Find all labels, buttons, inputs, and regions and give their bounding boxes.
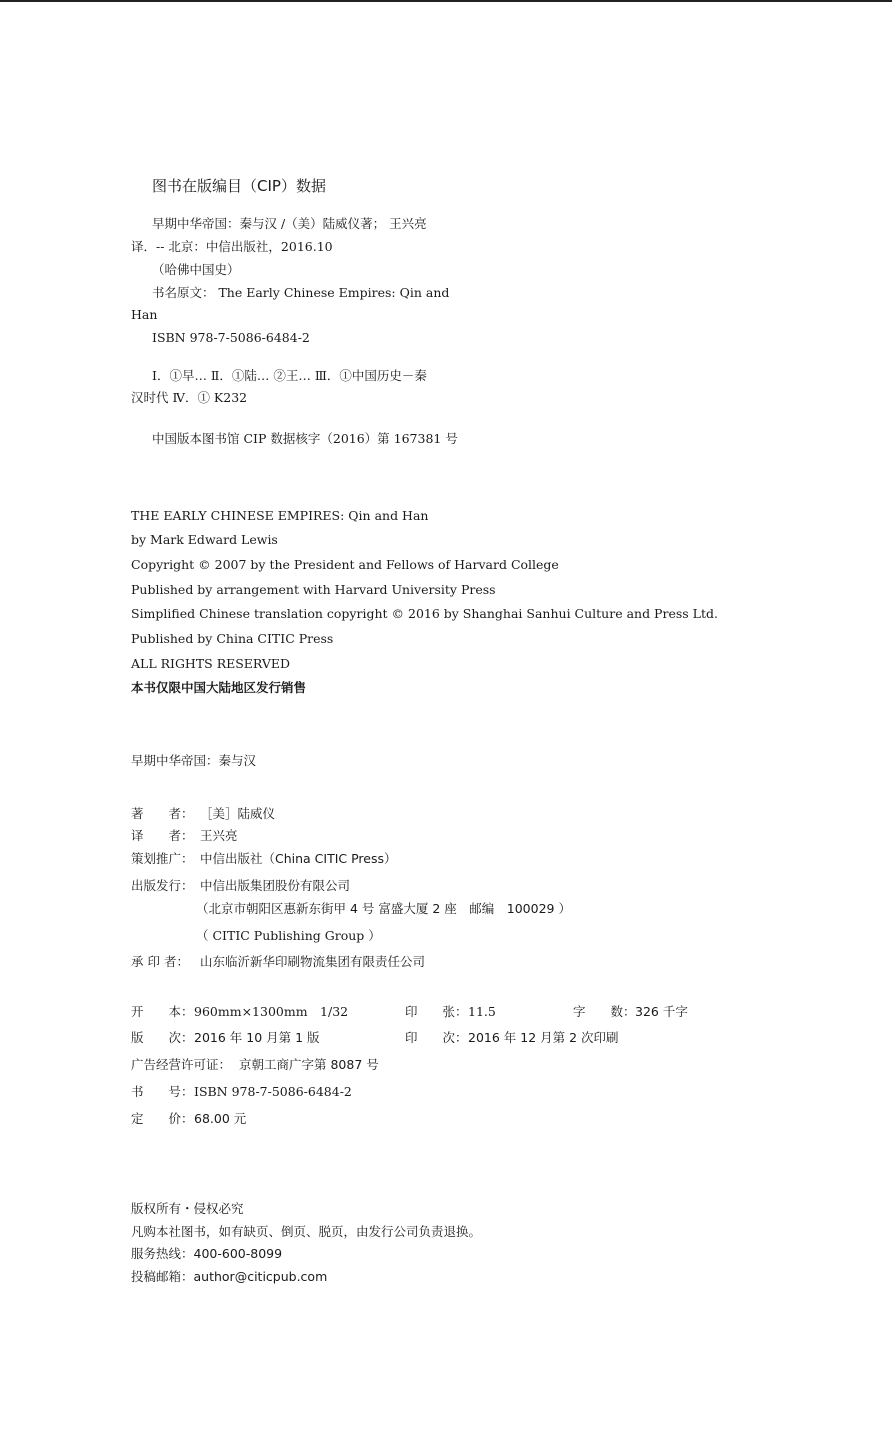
cip-line: 书名原文： The Early Chinese Empires: Qin and	[152, 285, 450, 300]
english-author: by Mark Edward Lewis	[131, 532, 278, 547]
cip-line: 译．-- 北京：中信出版社，2016.10	[131, 239, 333, 254]
words-label: 字 数：	[573, 1004, 636, 1019]
service-hotline: 服务热线：400-600-8099	[131, 1246, 283, 1261]
top-border-line	[0, 0, 892, 2]
ad-license-value: 京朝工商广字第 8087 号	[239, 1057, 379, 1072]
price-value: 68.00 元	[194, 1111, 247, 1126]
author-value: ［美］陆威仪	[200, 806, 276, 821]
format-label: 开 本：	[131, 1004, 194, 1019]
rights-notice: 版权所有・侵权必究	[131, 1201, 244, 1216]
publisher-address: （北京市朝阳区惠新东街甲 4 号 富盛大厦 2 座 邮编 100029 ）	[196, 901, 571, 916]
publisher-label: 出版发行：	[131, 878, 194, 893]
arrangement-line: Published by arrangement with Harvard University Press	[131, 582, 496, 597]
sheets-label: 印 张：	[405, 1004, 468, 1019]
cip-line: ISBN 978-7-5086-6484-2	[152, 330, 310, 345]
cip-line: Ⅰ．①早… Ⅱ．①陆… ②王… Ⅲ．①中国历史－秦	[152, 368, 427, 383]
copyright-line: Copyright © 2007 by the President and Fellows of Harvard College	[131, 557, 559, 572]
sheets-value: 11.5	[468, 1004, 496, 1019]
publisher-line: Published by China CITIC Press	[131, 631, 334, 646]
format-value: 960mm×1300mm 1/32	[194, 1004, 349, 1019]
words-value: 326 千字	[635, 1004, 688, 1019]
printing-label: 印 次：	[405, 1030, 468, 1045]
translation-copyright-line: Simplified Chinese translation copyright © 2016 by Shanghai Sanhui Culture and Press Ltd.	[131, 606, 718, 621]
cip-line: （哈佛中国史）	[152, 262, 240, 277]
publisher-english: （ CITIC Publishing Group ）	[196, 928, 381, 943]
english-title: THE EARLY CHINESE EMPIRES: Qin and Han	[131, 508, 429, 523]
planner-label: 策划推广：	[131, 851, 194, 866]
printer-label: 承 印 者：	[131, 954, 189, 969]
edition-label: 版 次：	[131, 1030, 194, 1045]
price-label: 定 价：	[131, 1111, 194, 1126]
book-title: 早期中华帝国：秦与汉	[131, 753, 257, 768]
planner-value: 中信出版社（China CITIC Press）	[200, 851, 397, 866]
rights-reserved: ALL RIGHTS RESERVED	[131, 656, 291, 671]
printing-value: 2016 年 12 月第 2 次印刷	[468, 1030, 619, 1045]
return-policy: 凡购本社图书，如有缺页、倒页、脱页，由发行公司负责退换。	[131, 1224, 482, 1239]
isbn-value: ISBN 978-7-5086-6484-2	[194, 1084, 352, 1099]
ad-license-label: 广告经营许可证：	[131, 1057, 232, 1072]
publisher-value: 中信出版集团股份有限公司	[200, 878, 351, 893]
submission-email: 投稿邮箱：author@citicpub.com	[131, 1269, 328, 1284]
cip-title: 图书在版编目（CIP）数据	[152, 177, 326, 195]
printer-value: 山东临沂新华印刷物流集团有限责任公司	[200, 954, 426, 969]
cip-line: 早期中华帝国：秦与汉 /（美）陆威仪著； 王兴亮	[152, 216, 427, 231]
translator-value: 王兴亮	[200, 828, 238, 843]
cip-approval-number: 中国版本图书馆 CIP 数据核字（2016）第 167381 号	[152, 431, 458, 446]
isbn-label: 书 号：	[131, 1084, 194, 1099]
translator-label: 译 者：	[131, 828, 194, 843]
cip-line: 汉时代 Ⅳ．① K232	[131, 390, 248, 405]
distribution-note: 本书仅限中国大陆地区发行销售	[131, 680, 307, 695]
edition-value: 2016 年 10 月第 1 版	[194, 1030, 320, 1045]
author-label: 著 者：	[131, 806, 194, 821]
cip-line: Han	[131, 307, 158, 322]
